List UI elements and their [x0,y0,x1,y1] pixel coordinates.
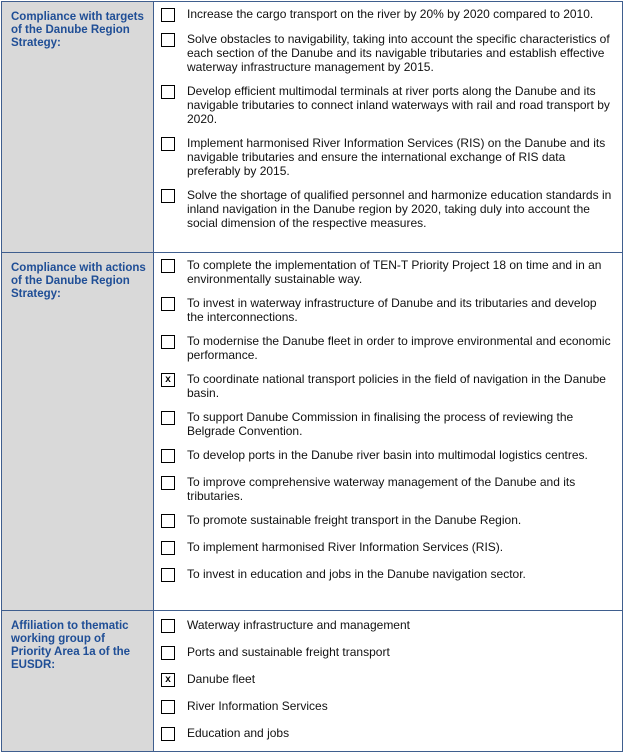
checkbox[interactable] [161,727,175,741]
action-option[interactable] [161,567,622,582]
working-group-option[interactable] [161,672,622,687]
actions-row [2,253,623,611]
checkbox[interactable] [161,189,175,203]
section-label-affiliation: Affiliation to thematic working group of Priority Area 1a of the EUSDR: [2,611,154,752]
option-text: To coordinate national transport policies in the field of navigation in the Danube basin. [187,372,606,400]
checkbox[interactable] [161,259,175,273]
target-option[interactable] [161,188,622,230]
affiliation-options [154,611,623,752]
option-text: Danube fleet [187,672,256,686]
targets-options [154,2,623,253]
working-group-option[interactable] [161,618,622,633]
option-text: Waterway infrastructure and management [187,618,410,632]
checkbox[interactable] [161,297,175,311]
checkbox[interactable] [161,335,175,349]
targets-row [2,2,623,253]
checkbox[interactable] [161,700,175,714]
compliance-form-table [1,1,623,752]
action-option[interactable] [161,258,622,286]
target-option[interactable] [161,84,622,126]
action-option[interactable] [161,296,622,324]
action-option[interactable] [161,540,622,555]
checkbox[interactable] [161,33,175,47]
checkbox[interactable] [161,85,175,99]
section-label-targets: Compliance with targets of the Danube Region Strategy: [2,2,154,253]
option-text: Solve obstacles to navigability, taking into account the specific characteristics of each section of the Danube and its navigable tributaries and establish effective waterway infrastructure management by 2015. [187,32,610,74]
option-text: Implement harmonised River Information Services (RIS) on the Danube and its navigable tributaries and ensure the international exchange of RIS data preferably by 2015. [187,136,606,178]
working-group-option[interactable] [161,699,622,714]
checkbox[interactable] [161,137,175,151]
option-text: To invest in waterway infrastructure of Danube and its tributaries and develop the interconnections. [187,296,597,324]
option-text: To promote sustainable freight transport in the Danube Region. [187,513,522,527]
target-option[interactable] [161,136,622,178]
checkbox[interactable] [161,476,175,490]
option-text: River Information Services [187,699,328,713]
option-text: To develop ports in the Danube river basin into multimodal logistics centres. [187,448,588,462]
option-text: Education and jobs [187,726,290,740]
checkbox[interactable] [161,568,175,582]
action-option[interactable] [161,334,622,362]
option-text: To improve comprehensive waterway management of the Danube and its tributaries. [187,475,576,503]
checkbox[interactable] [161,8,175,22]
affiliation-row [2,611,623,752]
option-text: To support Danube Commission in finalising the process of reviewing the Belgrade Convention. [187,410,574,438]
option-text: Develop efficient multimodal terminals at river ports along the Danube and its navigable tributaries to connect inland waterways with rail and road transport by 2020. [187,84,610,126]
section-label-actions: Compliance with actions of the Danube Region Strategy: [2,253,154,611]
checkbox[interactable] [161,541,175,555]
option-text: To implement harmonised River Information Services (RIS). [187,540,504,554]
option-text: Ports and sustainable freight transport [187,645,390,659]
option-text: Increase the cargo transport on the river by 20% by 2020 compared to 2010. [187,7,594,21]
action-option[interactable] [161,410,622,438]
option-text: To invest in education and jobs in the Danube navigation sector. [187,567,526,581]
checkbox[interactable] [161,619,175,633]
option-text: To complete the implementation of TEN-T Priority Project 18 on time and in an environmentally sustainable way. [187,258,602,286]
action-option[interactable] [161,448,622,463]
actions-options [154,253,623,611]
working-group-option[interactable] [161,726,622,741]
checkbox[interactable] [161,411,175,425]
action-option[interactable] [161,513,622,528]
checkbox[interactable] [161,646,175,660]
checkbox[interactable]: x [161,373,175,387]
action-option[interactable] [161,372,622,400]
target-option[interactable] [161,7,622,22]
option-text: Solve the shortage of qualified personnel and harmonize education standards in inland navigation in the Danube region by 2020, taking duly into account the social dimension of the respective measures. [187,188,612,230]
target-option[interactable] [161,32,622,74]
working-group-option[interactable] [161,645,622,660]
checkbox[interactable]: x [161,673,175,687]
checkbox[interactable] [161,449,175,463]
option-text: To modernise the Danube fleet in order to improve environmental and economic performance. [187,334,611,362]
action-option[interactable] [161,475,622,503]
checkbox[interactable] [161,514,175,528]
